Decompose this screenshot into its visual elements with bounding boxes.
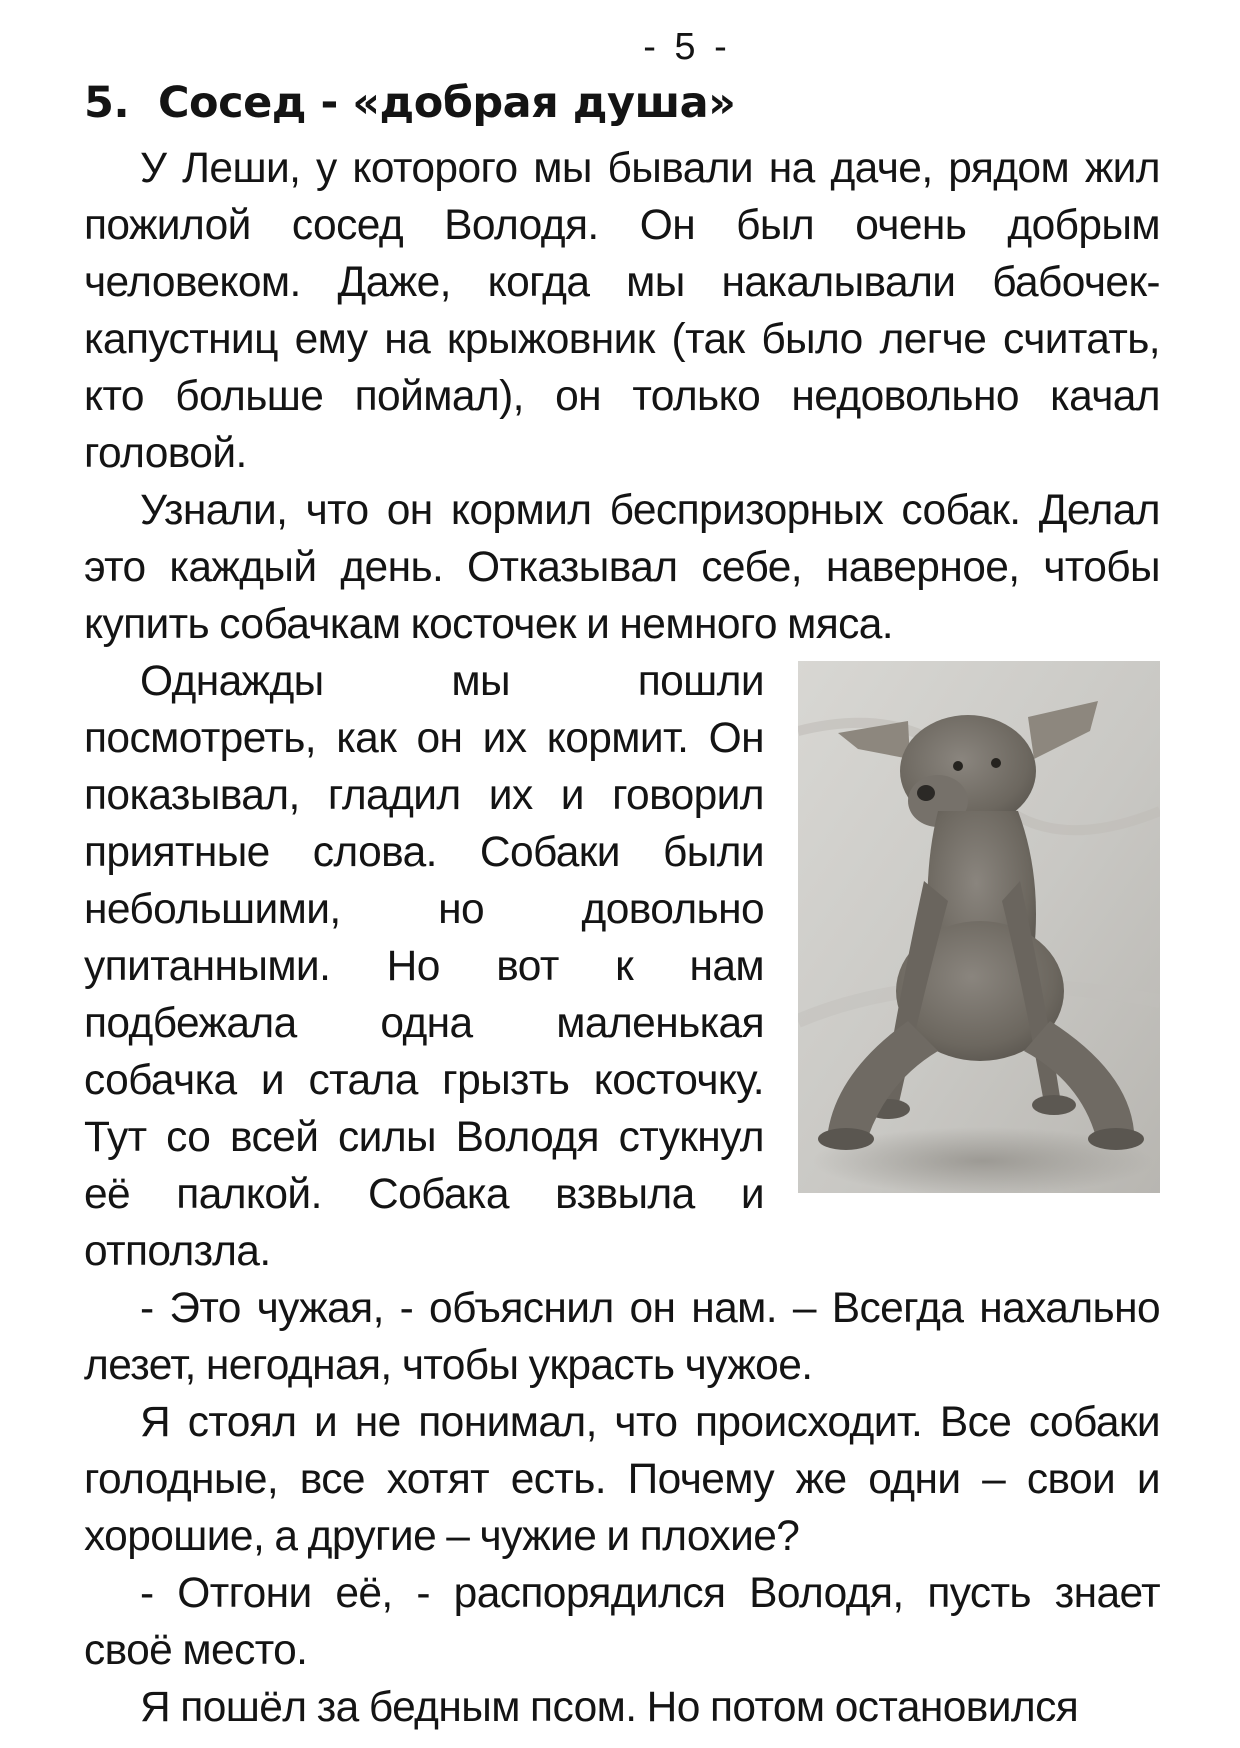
paragraph: Узнали, что он кормил беспризорных собак. Делал это каждый день. Отказывал себе, наверное, чтобы купить собачкам косточек и немного мяса. [84,487,1160,648]
paragraph: Я стоял и не понимал, что происходит. Все собаки голодные, все хотят есть. Почему же одни – свои и хорошие, а другие – чужие и плохие? [84,1399,1160,1560]
chapter-heading [84,78,735,128]
chapter-title: Сосед - «добрая душа» [158,78,736,128]
paragraph: У Леши, у которого мы бывали на даче, рядом жил пожилой сосед Володя. Он был очень добрым человеком. Даже, когда мы накалывали бабочек-капустниц ему на крыжовник (так было легче считать, кто больше поймал), он только недовольно качал головой. [84,145,1160,477]
paragraph: - Отгони её, - распорядился Володя, пусть знает своё место. [84,1570,1160,1674]
paragraph: Я пошёл за бедным псом. Но потом остановился [140,1684,1079,1731]
chapter-number: 5. [84,78,130,128]
paragraph: Однажды мы пошли посмотреть, как он их кормит. Он показывал, гладил их и говорил приятные слова. Собаки были небольшими, но довольно упитанными. Но вот к нам подбежала одна маленькая собачка и стала грызть косточку. Тут со всей силы Володя стукнул её палкой. Собака взвыла и отползла. [84,658,764,1275]
dog-illustration [798,661,1160,1193]
page-number: - 5 - [643,26,731,68]
dog-photo [798,661,1160,1193]
paragraph: - Это чужая, - объяснил он нам. – Всегда нахально лезет, негодная, чтобы украсть чужое. [84,1285,1160,1389]
story-body [84,140,1160,1736]
